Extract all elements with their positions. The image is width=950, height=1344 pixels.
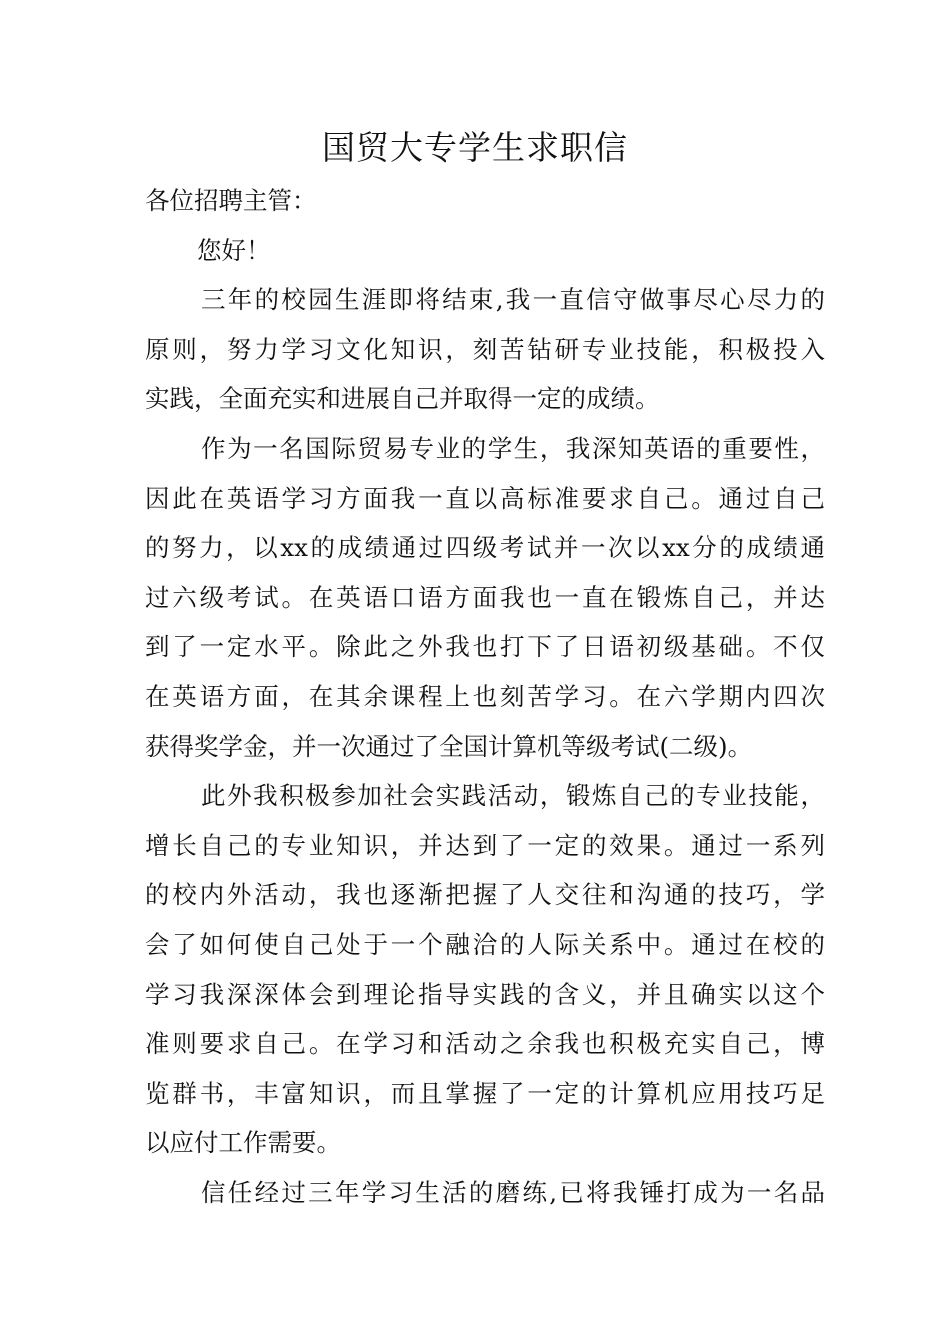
paragraph-2-line-1: 作为一名国际贸易专业的学生，我深知英语的重要性， [201, 433, 825, 463]
paragraph-3-line-1: 此外我积极参加社会实践活动，锻炼自己的专业技能， [201, 781, 825, 811]
document-title: 国贸大专学生求职信 [322, 128, 628, 167]
paragraph-3-line-6: 准则要求自己。在学习和活动之余我也积极充实自己，博 [145, 1029, 825, 1059]
paragraph-2-line-2: 因此在英语学习方面我一直以高标准要求自己。通过自己 [145, 483, 825, 513]
paragraph-4-line-1: 信任经过三年学习生活的磨练,已将我锤打成为一名品 [201, 1177, 825, 1207]
paragraph-3-line-4: 会了如何使自己处于一个融洽的人际关系中。通过在校的 [145, 929, 825, 959]
paragraph-3-line-2: 增长自己的专业知识，并达到了一定的效果。通过一系列 [145, 830, 825, 860]
salutation: 各位招聘主管： [145, 186, 317, 215]
paragraph-2-line-7: 获得奖学金，并一次通过了全国计算机等级考试(二级)。 [145, 731, 753, 761]
paragraph-3-line-3: 的校内外活动，我也逐渐把握了人交往和沟通的技巧，学 [145, 880, 825, 910]
paragraph-2-line-4: 过六级考试。在英语口语方面我也一直在锻炼自己，并达 [145, 582, 825, 612]
paragraph-1-line-3: 实践，全面充实和进展自己并取得一定的成绩。 [145, 384, 660, 414]
greeting: 您好！ [197, 235, 271, 265]
paragraph-2-line-6: 在英语方面，在其余课程上也刻苦学习。在六学期内四次 [145, 681, 825, 711]
paragraph-1-line-2: 原则，努力学习文化知识，刻苦钻研专业技能，积极投入 [145, 334, 825, 364]
paragraph-3-line-8: 以应付工作需要。 [145, 1128, 341, 1158]
paragraph-3-line-5: 学习我深深体会到理论指导实践的含义，并且确实以这个 [145, 979, 825, 1009]
letter-body [145, 176, 825, 1217]
paragraph-2-line-5: 到了一定水平。除此之外我也打下了日语初级基础。不仅 [145, 632, 825, 662]
paragraph-1-line-1: 三年的校园生涯即将结束,我一直信守做事尽心尽力的 [201, 285, 825, 315]
paragraph-3-line-7: 览群书，丰富知识，而且掌握了一定的计算机应用技巧足 [145, 1078, 825, 1108]
paragraph-2-line-3: 的努力，以xx的成绩通过四级考试并一次以xx分的成绩通 [145, 533, 825, 563]
